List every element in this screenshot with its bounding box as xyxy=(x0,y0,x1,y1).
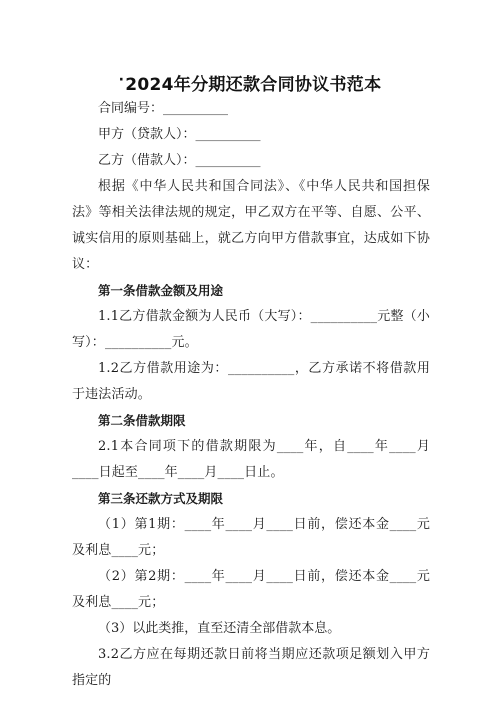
article-3-heading: 第三条还款方式及期限 xyxy=(98,491,224,506)
installment-2: （2）第2期：____年____月____日前，偿还本金____元及利息____元； xyxy=(72,569,430,610)
party-a-field: 甲方（贷款人）：__________ xyxy=(98,127,261,142)
document-title xyxy=(0,70,500,95)
clause-3-2: 3.2乙方应在每期还款日前将当期应还款项足额划入甲方指定的 xyxy=(72,647,430,688)
installment-3: （3）以此类推，直至还清全部借款本息。 xyxy=(98,621,341,636)
clause-1-2: 1.2乙方借款用途为：__________，乙方承诺不将借款用于违法活动。 xyxy=(72,361,430,402)
party-b-field: 乙方（借款人）：__________ xyxy=(98,153,261,168)
article-1-heading: 第一条借款金额及用途 xyxy=(98,283,224,298)
document-body xyxy=(72,96,430,694)
contract-number-field: 合同编号：__________ xyxy=(98,101,229,116)
installment-1: （1）第1期：____年____月____日前，偿还本金____元及利息____元； xyxy=(72,517,430,558)
article-2-heading: 第二条借款期限 xyxy=(98,413,186,428)
title-text: 2024年分期还款合同协议书范本 xyxy=(125,75,382,95)
preamble-paragraph: 根据《中华人民共和国合同法》、《中华人民共和国担保法》等相关法律法规的规定，甲乙双方在平等、自愿、公平、诚实信用的原则基础上，就乙方向甲方借款事宜，达成如下协议： xyxy=(72,179,430,272)
clause-2-1: 2.1本合同项下的借款期限为____年，自____年____月____日起至____年____月____日止。 xyxy=(72,439,430,480)
clause-1-1: 1.1乙方借款金额为人民币（大写）：__________元整（小写）：__________元。 xyxy=(72,309,430,350)
title-mark: · xyxy=(118,72,125,88)
